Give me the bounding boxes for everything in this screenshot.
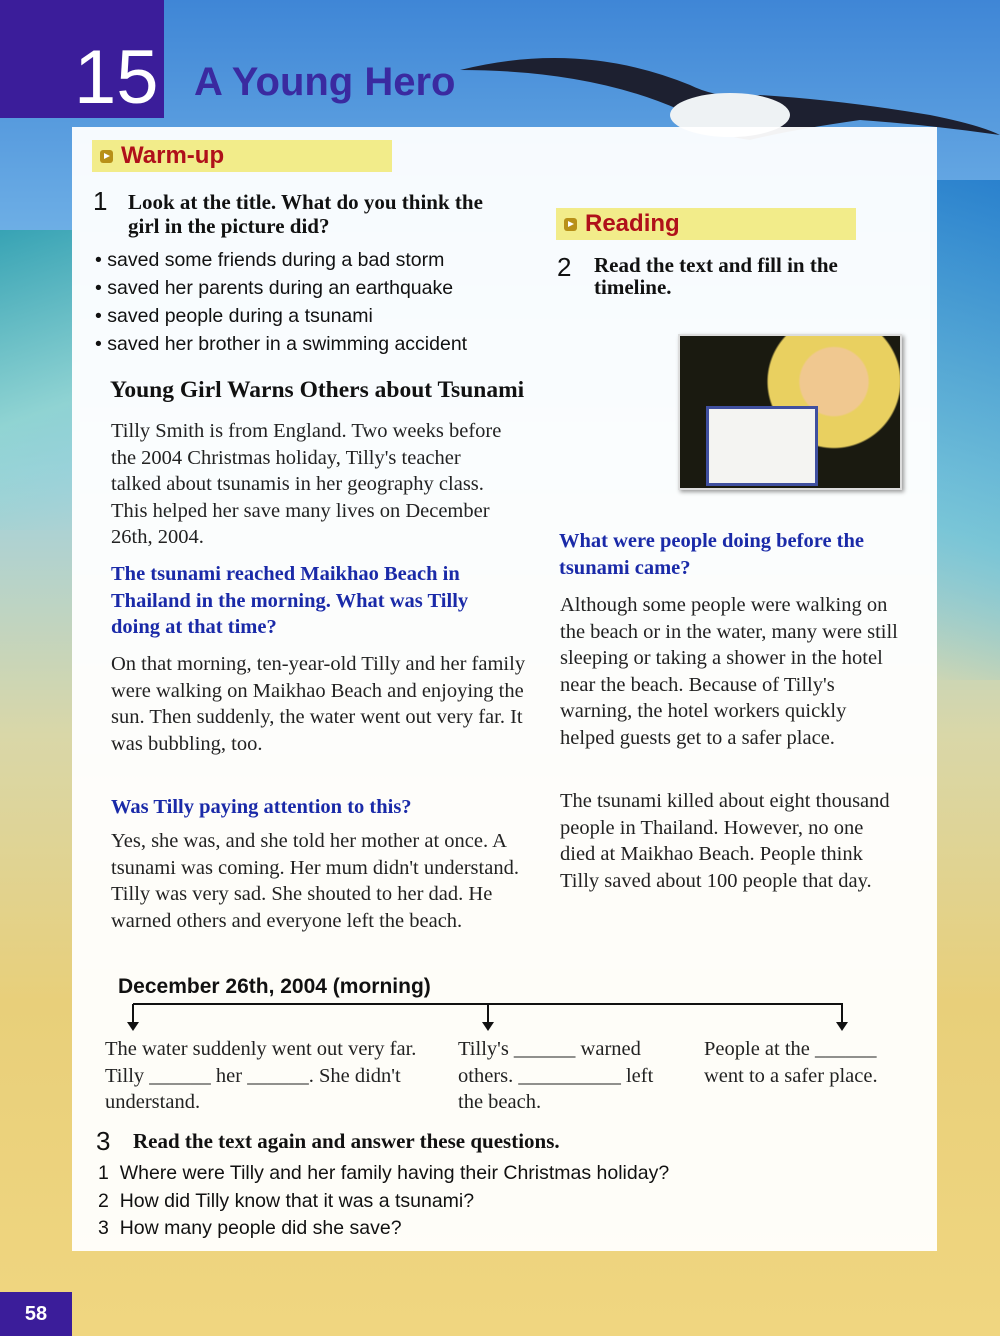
- question-number: 1: [93, 186, 108, 216]
- article-question: Was Tilly paying attention to this?: [111, 796, 412, 818]
- arrow-down-icon: [841, 1004, 843, 1026]
- paragraph: Tilly Smith is from England. Two weeks before the 2004 Christmas holiday, Tilly's teacher talked about tsunamis in her geography class. This helped her save many lives on December 26th, 2004.: [111, 420, 502, 548]
- timeline-item: People at the ______ went to a safer place.: [704, 1038, 878, 1087]
- play-icon: [100, 150, 113, 163]
- option-item: • saved her parents during an earthquake: [95, 277, 454, 299]
- reading-header: [556, 208, 856, 240]
- arrow-down-icon: [132, 1004, 134, 1026]
- option-text: saved some friends during a bad storm: [107, 249, 445, 271]
- item-number: 1: [98, 1162, 109, 1184]
- option-text: saved people during a tsunami: [107, 305, 373, 327]
- item-text: How many people did she save?: [119, 1217, 402, 1239]
- reading-question: Read the text and fill in the timeline.: [594, 253, 838, 299]
- arrow-down-icon: [487, 1004, 489, 1026]
- option-item: • saved people during a tsunami: [95, 305, 373, 327]
- timeline-item: The water suddenly went out very far. Tilly ______ her ______. She didn't understand.: [105, 1038, 417, 1113]
- article-question: The tsunami reached Maikhao Beach in Thailand in the morning. What was Tilly doing at that time?: [111, 563, 469, 638]
- question-item: [98, 1215, 669, 1243]
- warmup-header: [92, 140, 392, 172]
- item-text: How did Tilly know that it was a tsunami?: [119, 1189, 475, 1212]
- timeline-item: Tilly's ______ warned others. __________ left the beach.: [458, 1038, 654, 1113]
- paragraph: The tsunami killed about eight thousand people in Thailand. However, no one died at Maikhao Beach. People think Tilly saved about 100 people that day.: [560, 790, 890, 892]
- question-item: [98, 1188, 669, 1216]
- item-text: Where were Tilly and her family having their Christmas holiday?: [119, 1162, 670, 1184]
- paragraph: Yes, she was, and she told her mother at once. A tsunami was coming. Her mum didn't understand. Tilly was very sad. She shouted to her dad. He warned others and everyone left the beach.: [111, 830, 519, 932]
- article-question: What were people doing before the tsunami came?: [559, 530, 865, 579]
- section-label: Warm-up: [121, 142, 225, 169]
- timeline-title: December 26th, 2004 (morning): [118, 975, 431, 998]
- options-list: [95, 246, 467, 358]
- question-item: [98, 1160, 669, 1188]
- paragraph: On that morning, ten-year-old Tilly and her family were walking on Maikhao Beach and enjoying the sun. Then suddenly, the water went out very far. It was bubbling, too.: [111, 653, 526, 755]
- play-icon: [564, 218, 577, 231]
- warmup-question: Look at the title. What do you think the girl in the picture did?: [128, 190, 483, 238]
- option-text: saved her brother in a swimming accident: [107, 333, 468, 355]
- certificate-image: [706, 406, 818, 486]
- paragraph: Although some people were walking on the beach or in the water, many were still sleeping or taking a shower in the hotel near the beach. Because of Tilly's warning, the hotel workers quickly helped guests get to a safer place.: [560, 594, 898, 749]
- exercise3-question: Read the text again and answer these questions.: [133, 1129, 560, 1153]
- tilly-photo: [678, 334, 902, 490]
- question-number: 3: [96, 1126, 111, 1156]
- sea-background: [930, 180, 1000, 680]
- sea-background: [0, 230, 80, 530]
- unit-title: A Young Hero: [194, 60, 456, 104]
- article-headline: Young Girl Warns Others about Tsunami: [110, 377, 525, 403]
- item-number: 3: [98, 1217, 109, 1239]
- section-label: Reading: [585, 210, 680, 237]
- item-number: 2: [98, 1189, 109, 1212]
- option-item: • saved her brother in a swimming accident: [95, 333, 468, 355]
- question-number: 2: [557, 252, 572, 282]
- page-number: 58: [0, 1292, 72, 1336]
- option-item: • saved some friends during a bad storm: [95, 249, 445, 271]
- question-list: [98, 1160, 669, 1243]
- option-text: saved her parents during an earthquake: [107, 277, 454, 299]
- unit-number: 15: [74, 35, 159, 120]
